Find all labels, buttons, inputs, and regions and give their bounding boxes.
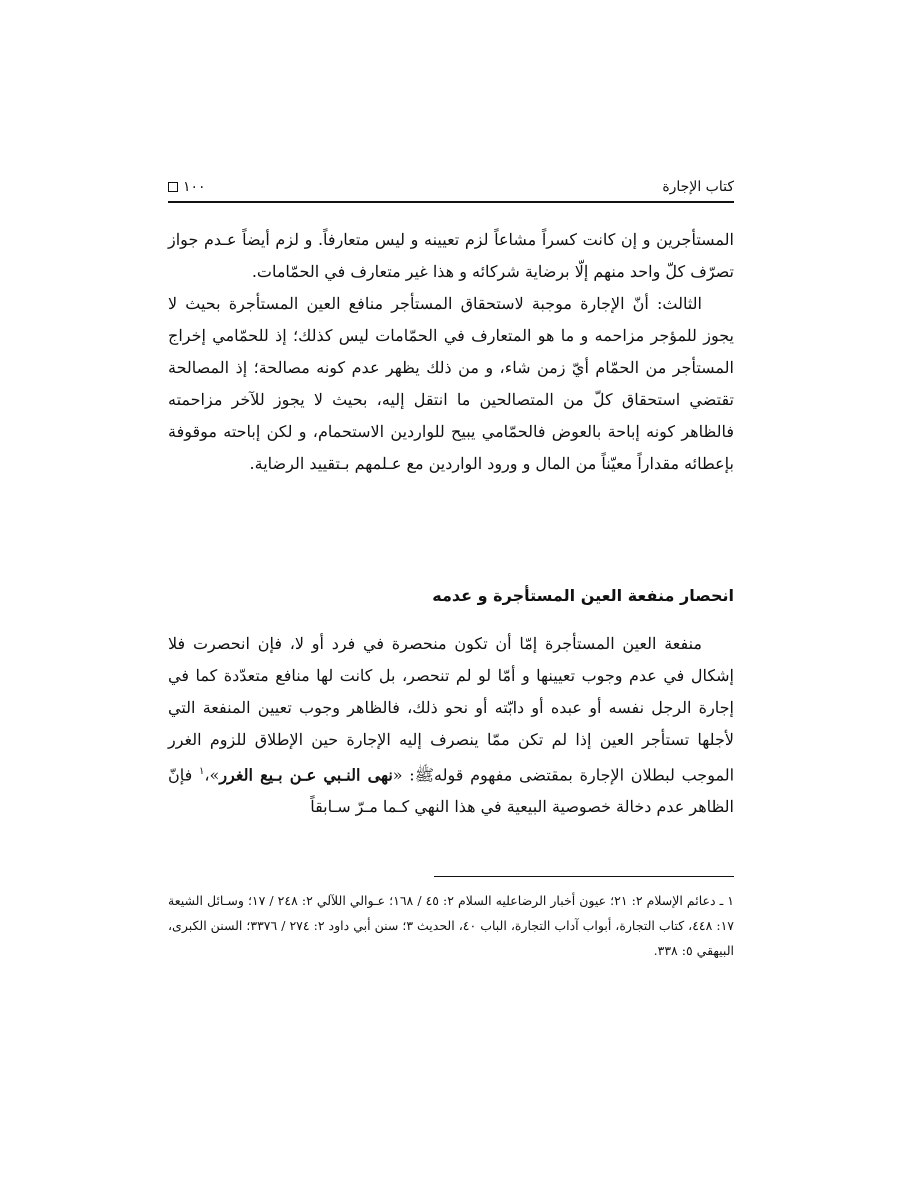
text-run: »، xyxy=(204,765,220,785)
main-text-top xyxy=(168,224,734,480)
page-reference xyxy=(168,179,206,195)
main-text-section xyxy=(168,628,734,823)
paragraph-continuation: المستأجرين و إن كانت كسراً مشاعاً لزم تعيينه و ليس متعارفاً. و لزم أيضاً عـدم جواز تصرّف كلّ واحد منهم إلّا برضاية شركائه و هذا غير متعارف في الحمّامات. xyxy=(168,230,734,281)
page-number: ١٠٠ xyxy=(183,179,206,195)
footnote-marker: ١ xyxy=(199,766,205,777)
text-run: : « xyxy=(392,765,415,785)
section-heading: انحصار منفعة العين المستأجرة و عدمه xyxy=(432,586,734,605)
header-rule xyxy=(168,201,734,203)
footnote-rule xyxy=(434,876,734,877)
text-run: فإنّ الظاهر عدم دخالة خصوصية البيعية في هذا النهي كـما مـرّ سـابقاً xyxy=(168,765,734,817)
hadith-quote: نهى النـبي عـن بـيع الغرر xyxy=(219,765,393,785)
running-header xyxy=(168,170,734,204)
square-box-icon xyxy=(168,182,178,192)
honorific-symbol: ﷺ xyxy=(414,765,435,785)
text-run: منفعة العين المستأجرة إمّا أن تكون منحصرة في فرد أو لا، فإن انحصرت فلا إشكال في عدم وجوب تعيينها و أمّا لو لم تنحصر، بل كانت لها منافع متعدّدة كما في إجارة الرجل نفسه أو عبده أو دابّته أو نحو ذلك، فالظاهر وجوب تعيين المنفعة التي لأجلها تستأجر العين إذا لم تكن ممّا ينصرف إليه الإجارة حين الإطلاق للزوم الغرر الموجب لبطلان الإجارة بمقتضى مفهوم قوله xyxy=(168,634,735,785)
footnote: ١ ـ دعائم الإسلام ٢: ٢١؛ عيون أخبار الرضاعليه السلام ٢: ٤٥ / ١٦٨؛ عـوالي اللآلي ٢: ٢٤٨ / ١٧؛ وسـائل الشيعة ١٧: ٤٤٨، كتاب التجارة، أبواب آداب التجارة، الباب ٤٠، الحديث ٣؛ سنن أبي داود ٢: ٢٧٤ / ٣٣٧٦؛ السنن الكبرى، البيهقي ٥: ٣٣٨. xyxy=(168,893,735,958)
book-title: كتاب الإجارة xyxy=(662,179,734,195)
paragraph-section-body xyxy=(168,628,734,823)
paragraph-third-point: الثالث: أنّ الإجارة موجبة لاستحقاق المستأجر منافع العين المستأجرة بحيث لا يجوز للمؤجر مزاحمه و ما هو المتعارف في الحمّامات ليس كذلك؛ إذ للحمّامي إخراج المستأجر من الحمّام أيّ زمن شاء، و من ذلك يظهر عدم كونه مصالحة؛ إذ المصالحة تقتضي استحقاق كلّ من المتصالحين ما انتقل إليه، بحيث لا يجوز للآخر مزاحمته فالظاهر كونه إباحة بالعوض فالحمّامي يبيح للواردين الاستحمام، و لكن إباحته موقوفة بإعطائه مقداراً معيّناً من المال و ورود الواردين مع عـلمهم بـتقييد الرضاية. xyxy=(168,294,734,473)
